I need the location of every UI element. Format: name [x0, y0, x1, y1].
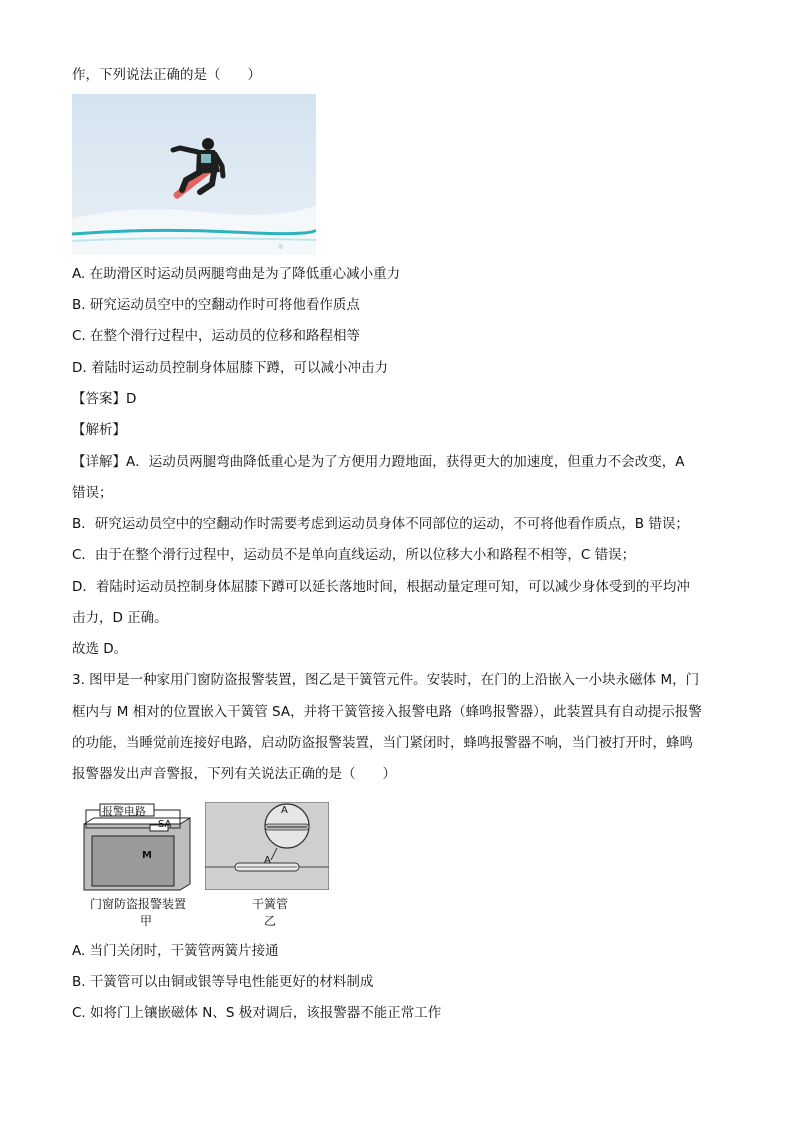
reed-switch-photo: [205, 802, 329, 890]
q2-option-b: B. 研究运动员空中的空翻动作时可将他看作质点: [72, 297, 360, 313]
fig-jia-sub: 甲: [140, 914, 153, 928]
fig-yi-caption: 干簧管: [252, 897, 289, 911]
q2-detail-line: 【详解】A．运动员两腿弯曲降低重心是为了方便用力蹬地面，获得更大的加速度，但重力不会改变，A: [72, 454, 685, 470]
q3-option-a: A. 当门关闭时，干簧管两簧片接通: [72, 943, 279, 959]
q2-stem-tail: 作，下列说法正确的是（ ）: [72, 67, 261, 83]
magnet-m-label: M: [142, 850, 152, 861]
alarm-box-label: 报警电路: [102, 805, 146, 818]
q3-stem-line: 3. 图甲是一种家用门窗防盗报警装置，图乙是干簧管元件。安装时，在门的上沿嵌入一小块永磁体 M，门: [72, 672, 700, 688]
zoom-a-label: A: [281, 805, 288, 816]
q2-final-choice: 故选 D。: [72, 641, 128, 657]
q2-option-a: A. 在助滑区时运动员两腿弯曲是为了降低重心减小重力: [72, 266, 401, 282]
q2-detail-line: B．研究运动员空中的空翻动作时需要考虑到运动员身体不同部位的运动，不可将他看作质点，B 错误；: [72, 516, 689, 532]
q2-detail-line: C．由于在整个滑行过程中，运动员不是单向直线运动，所以位移大小和路程不相等，C 错误；: [72, 547, 636, 563]
fig-yi-sub: 乙: [264, 914, 277, 928]
reed-a-label: A: [264, 855, 271, 866]
q2-answer: 【答案】D: [72, 391, 137, 407]
q3-stem-line: 报警器发出声音警报，下列有关说法正确的是（ ）: [72, 766, 396, 782]
q2-detail-line: D．着陆时运动员控制身体屈膝下蹲可以延长落地时间，根据动量定理可知，可以减少身体受到的平均冲: [72, 579, 690, 595]
q2-option-c: C. 在整个滑行过程中，运动员的位移和路程相等: [72, 328, 361, 344]
q2-option-d: D. 着陆时运动员控制身体屈膝下蹲，可以减小冲击力: [72, 360, 388, 376]
fig-jia-caption: 门窗防盗报警装置: [90, 897, 187, 911]
q2-detail-line: 错误；: [72, 485, 113, 501]
snowboarder-photo: [72, 94, 316, 255]
q3-option-c: C. 如将门上镶嵌磁体 N、S 极对调后，该报警器不能正常工作: [72, 1005, 442, 1021]
q3-stem-line: 的功能，当睡觉前连接好电路，启动防盗报警装置，当门紧闭时，蜂鸣报警器不响，当门被打开时，蜂鸣: [72, 735, 693, 751]
sa-label: SA: [158, 819, 172, 830]
q2-analysis-label: 【解析】: [72, 422, 126, 438]
svg-text:◎: ◎: [278, 243, 284, 250]
q2-detail-line: 击力，D 正确。: [72, 610, 168, 626]
q3-stem-line: 框内与 M 相对的位置嵌入干簧管 SA，并将干簧管接入报警电路（蜂鸣报警器），此装置具有自动提示报警: [72, 704, 702, 720]
q3-option-b: B. 干簧管可以由铜或银等导电性能更好的材料制成: [72, 974, 374, 990]
